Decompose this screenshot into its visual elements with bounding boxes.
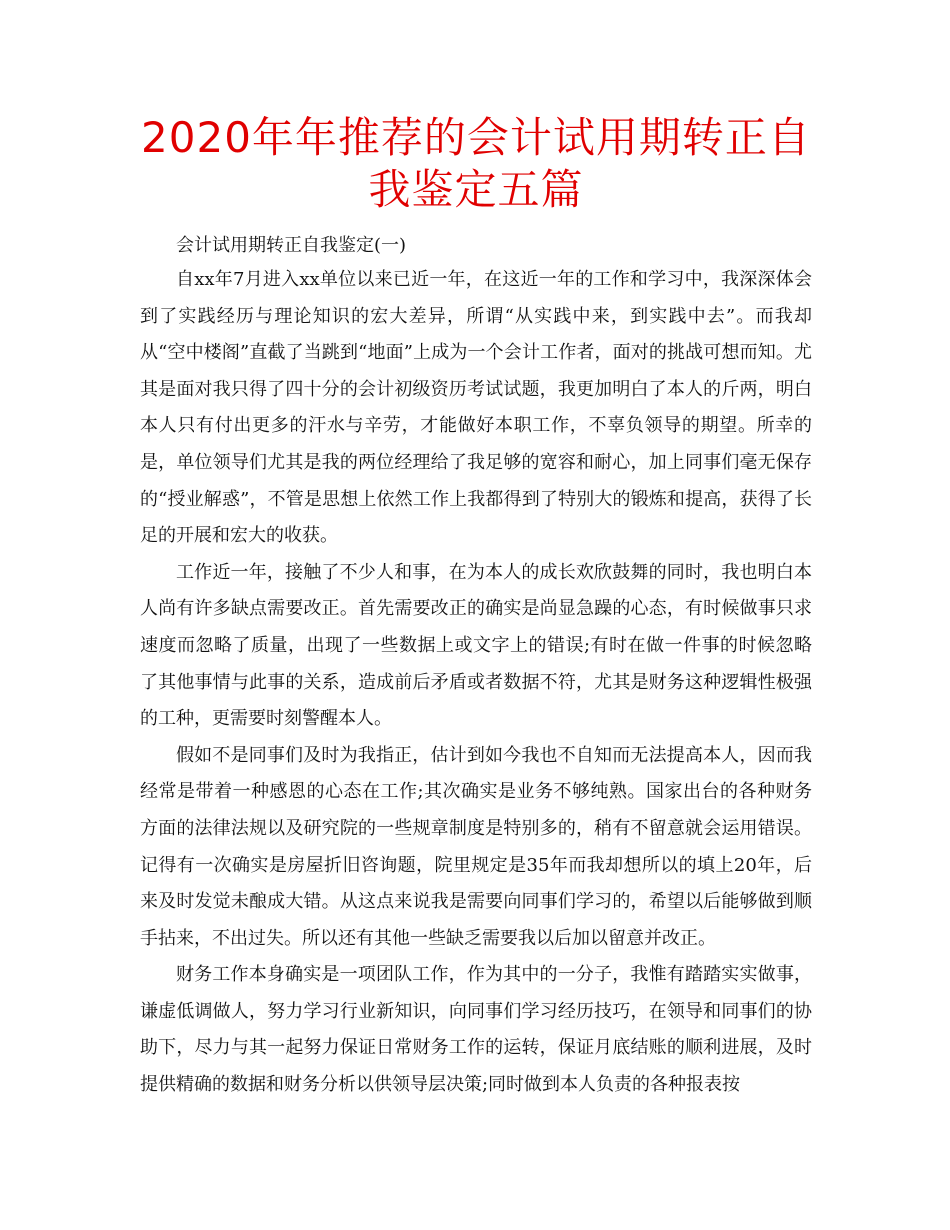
document-title: 2020年年推荐的会计试用期转正自我鉴定五篇: [141, 113, 811, 214]
document-page: [140, 112, 812, 1104]
paragraph-3: 假如不是同事们及时为我指正，估计到如今我也不自知而无法提高本人，因而我经常是带着一种感恩的心态在工作;其次确实是业务不够纯熟。国家出台的各种财务方面的法律法规以及研究院的一些规章制度是特别多的，稍有不留意就会运用错误。记得有一次确实是房屋折旧咨询题，院里规定是35年而我却想所以的填上20年，后来及时发觉未酿成大错。从这点来说我是需要向同事们学习的，希望以后能够做到顺手拈来，不出过失。所以还有其他一些缺乏需要我以后加以留意并改正。: [140, 744, 812, 949]
section-heading: 会计试用期转正自我鉴定(一): [176, 235, 407, 256]
paragraph-1: 自xx年7月进入xx单位以来已近一年，在这近一年的工作和学习中，我深深体会到了实践经历与理论知识的宏大差异，所谓“从实践中来，到实践中去”。而我却从“空中楼阁”直截了当跳到“地面”上成为一个会计工作者，面对的挑战可想而知。尤其是面对我只得了四十分的会计初级资历考试试题，我更加明白了本人的斤两，明白本人只有付出更多的汗水与辛劳，才能做好本职工作，不辜负领导的期望。所幸的是，单位领导们尤其是我的两位经理给了我足够的宽容和耐心，加上同事们毫无保存的“授业解惑”，不管是思想上依然工作上我都得到了特别大的锻炼和提高，获得了长足的开展和宏大的收获。: [140, 269, 812, 547]
paragraph-2: 工作近一年，接触了不少人和事，在为本人的成长欢欣鼓舞的同时，我也明白本人尚有许多缺点需要改正。首先需要改正的确实是尚显急躁的心态，有时候做事只求速度而忽略了质量，出现了一些数据上或文字上的错误;有时在做一件事的时候忽略了其他事情与此事的关系，造成前后矛盾或者数据不符，尤其是财务这种逻辑性极强的工种，更需要时刻警醒本人。: [140, 561, 812, 730]
paragraph-4: 财务工作本身确实是一项团队工作，作为其中的一分子，我惟有踏踏实实做事，谦虚低调做人，努力学习行业新知识，向同事们学习经历技巧，在领导和同事们的协助下，尽力与其一起努力保证日常财务工作的运转，保证月底结账的顺利进展，及时提供精确的数据和财务分析以供领导层决策;同时做到本人负责的各种报表按: [140, 964, 812, 1096]
